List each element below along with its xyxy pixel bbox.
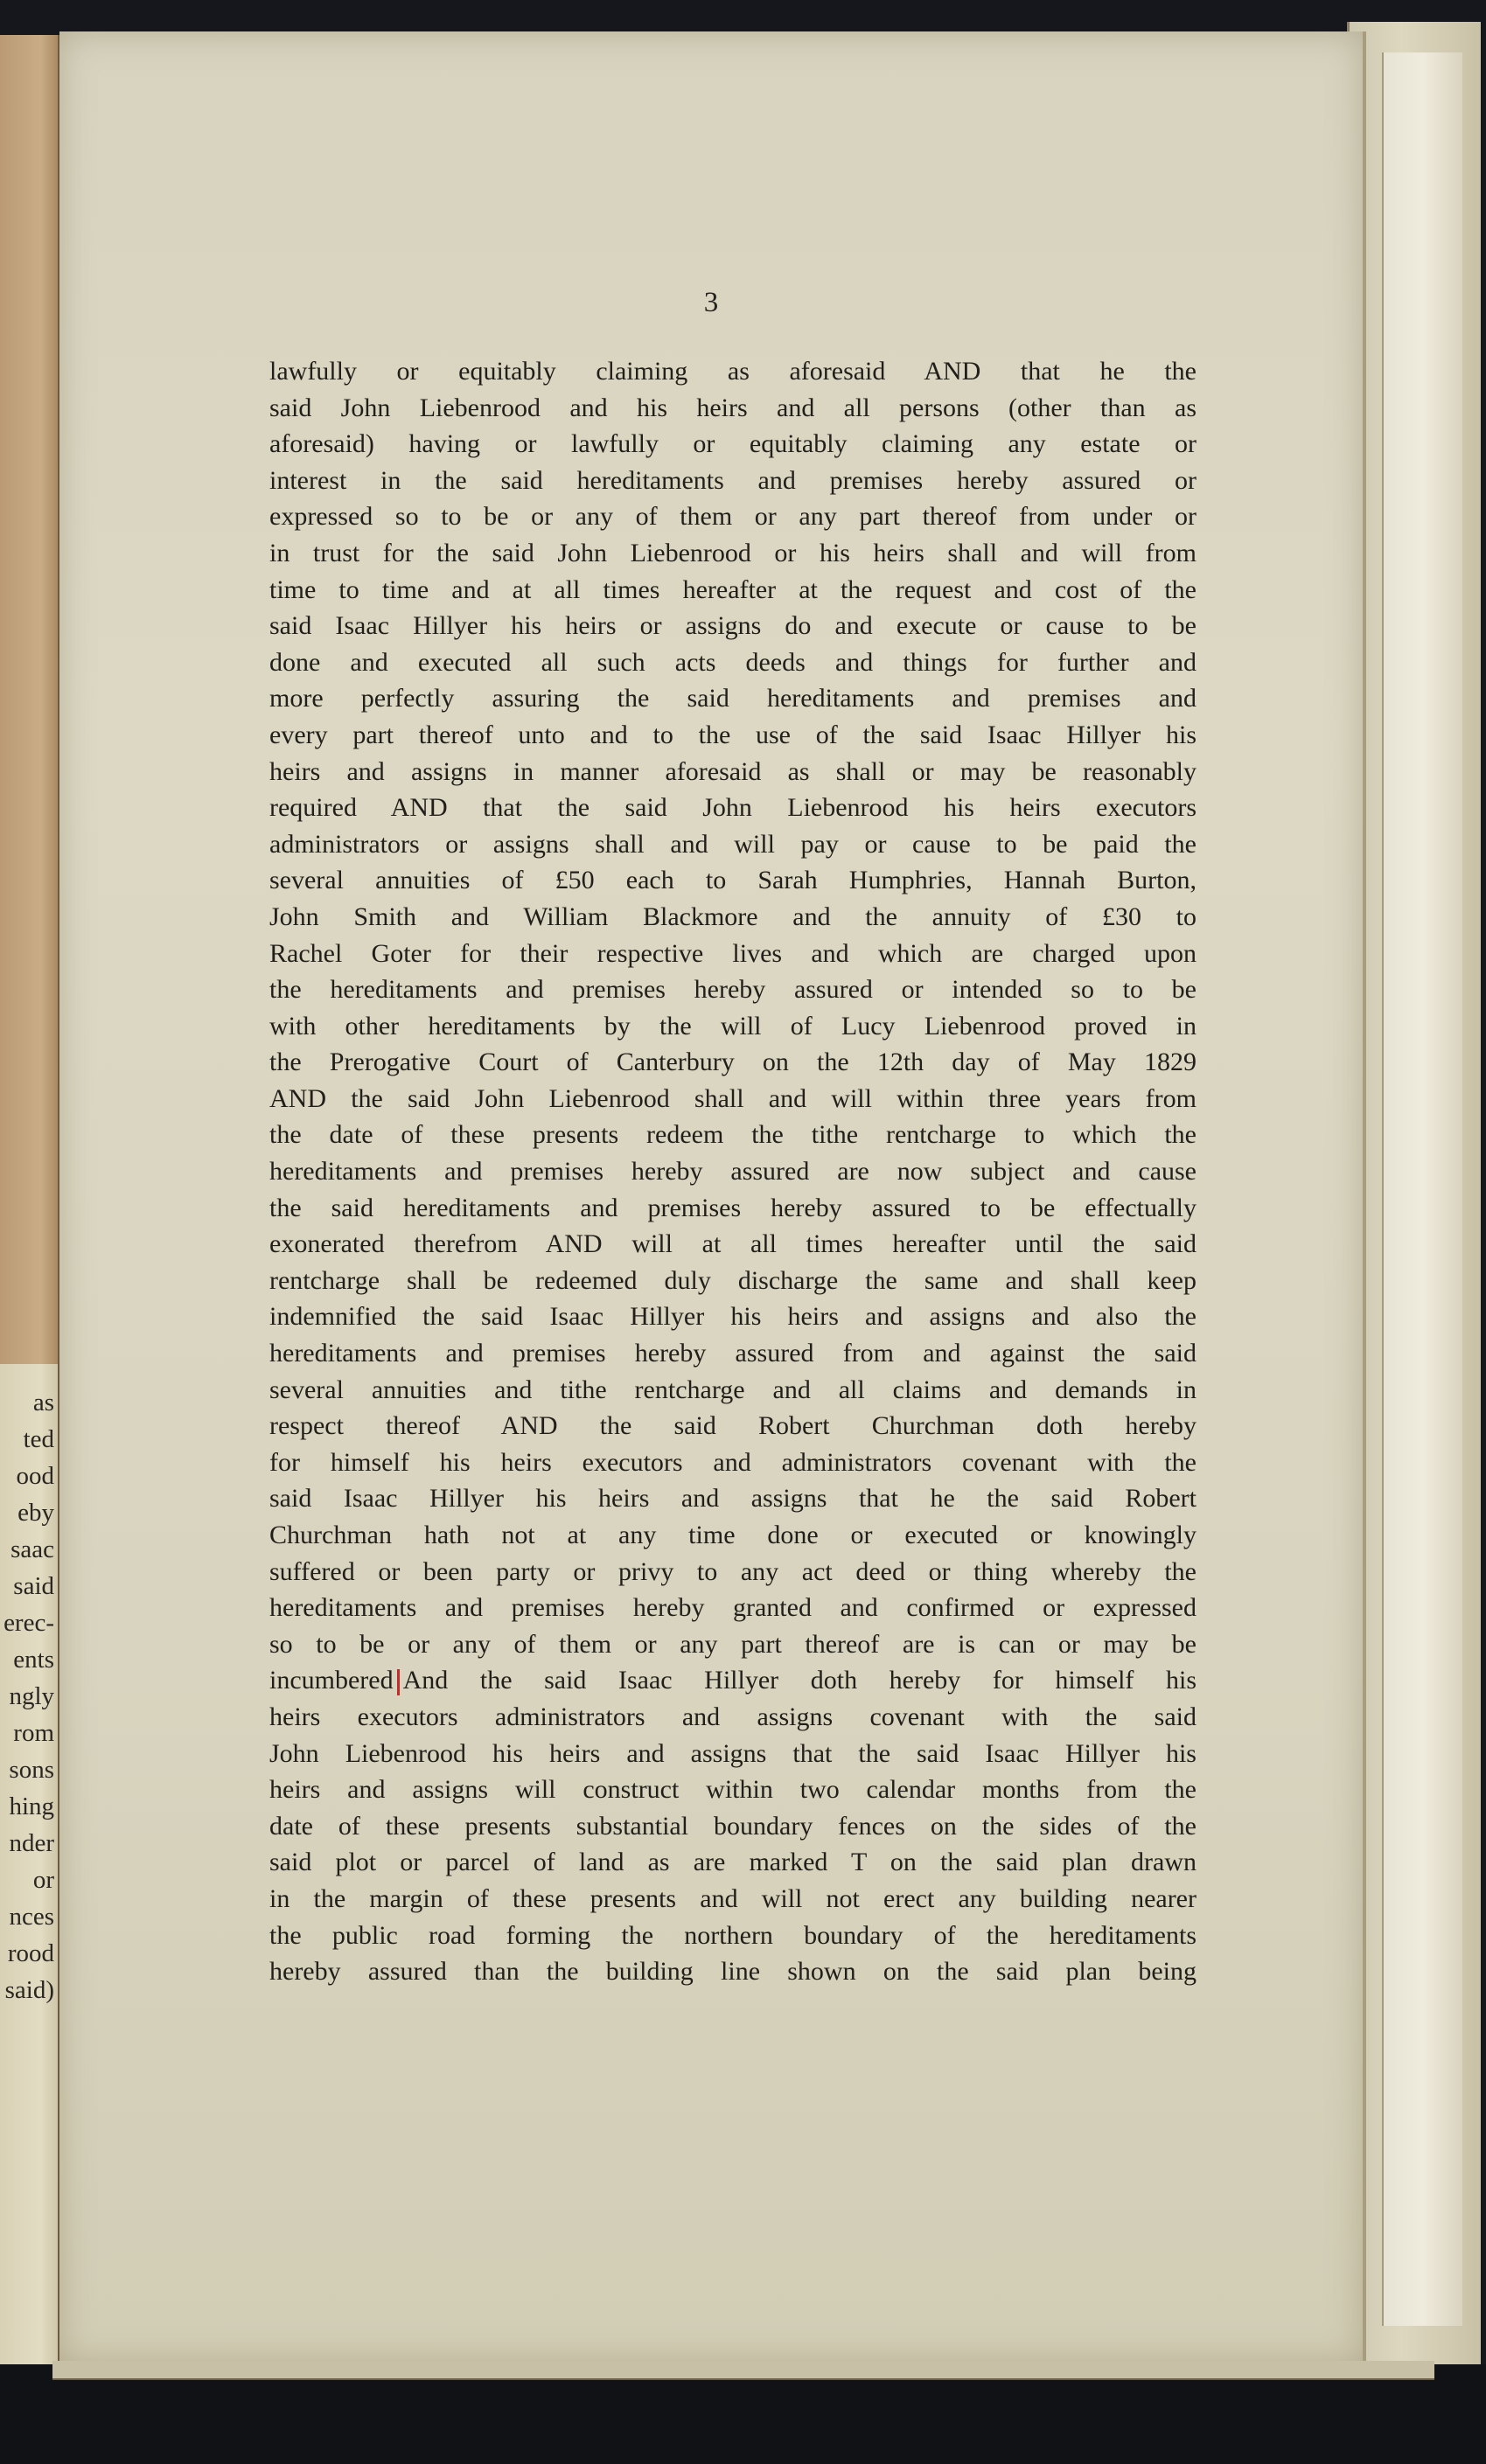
text-line: hereditaments and premises hereby assured are now subject and cause <box>269 1157 1196 1187</box>
stacked-sheet-edge-inner <box>1382 52 1462 2326</box>
text-line: the hereditaments and premises hereby assured or intended so to be <box>269 975 1196 1005</box>
text-line: for himself his heirs executors and administrators covenant with the <box>269 1447 1196 1477</box>
prev-fragment: ents <box>13 1646 54 1674</box>
prev-fragment: rom <box>13 1719 54 1747</box>
prev-fragment: rood <box>7 1939 54 1967</box>
prev-fragment: nder <box>9 1829 54 1857</box>
deed-body-text <box>269 353 1196 1990</box>
text-line: heirs executors administrators and assigns covenant with the said <box>269 1702 1196 1731</box>
prev-fragment: ted <box>23 1425 54 1453</box>
text-line: in the margin of these presents and will not erect any building nearer <box>269 1883 1196 1913</box>
prev-fragment: ood <box>16 1462 54 1490</box>
text-line: suffered or been party or privy to any act deed or thing whereby the <box>269 1556 1196 1586</box>
text-line: interest in the said hereditaments and premises hereby assured or <box>269 465 1196 495</box>
text-line: several annuities of £50 each to Sarah Humphries, Hannah Burton, <box>269 866 1196 895</box>
prev-fragment: erec- <box>3 1609 54 1637</box>
document-page <box>59 31 1366 2364</box>
prev-fragment: said <box>13 1572 54 1600</box>
text-line: said Isaac Hillyer his heirs and assigns that he the said Robert <box>269 1484 1196 1514</box>
text-line: the public road forming the northern boundary of the hereditaments <box>269 1920 1196 1950</box>
text-line: rentcharge shall be redeemed duly discharge the same and shall keep <box>269 1265 1196 1295</box>
text-line: AND the said John Liebenrood shall and will within three years from <box>269 1083 1196 1113</box>
page-stack-bottom-edge <box>52 2361 1434 2380</box>
text-line: the date of these presents redeem the tithe rentcharge to which the <box>269 1120 1196 1150</box>
text-line: time to time and at all times hereafter at the request and cost of the <box>269 574 1196 604</box>
text-line: heirs and assigns in manner aforesaid as shall or may be reasonably <box>269 756 1196 786</box>
text-line: John Liebenrood his heirs and assigns that the said Isaac Hillyer his <box>269 1738 1196 1768</box>
text-line-incumbered <box>269 1662 1196 1699</box>
prev-fragment: hing <box>9 1792 54 1820</box>
prev-fragment: eby <box>17 1499 54 1527</box>
text-line: the Prerogative Court of Canterbury on the 12th day of May 1829 <box>269 1048 1196 1077</box>
prev-fragment: ngly <box>9 1682 54 1710</box>
text-line: hereditaments and premises hereby assured from and against the said <box>269 1339 1196 1368</box>
text-line: hereditaments and premises hereby granted and confirmed or expressed <box>269 1593 1196 1623</box>
text-line: respect thereof AND the said Robert Churchman doth hereby <box>269 1411 1196 1441</box>
prev-fragment: sons <box>9 1756 54 1784</box>
text-line: in trust for the said John Liebenrood or his heirs shall and will from <box>269 538 1196 567</box>
prev-fragment: said) <box>4 1976 54 2004</box>
prev-fragment: saac <box>10 1535 54 1563</box>
text-line: Rachel Goter for their respective lives and which are charged upon <box>269 938 1196 968</box>
text-line: required AND that the said John Liebenrood his heirs executors <box>269 793 1196 823</box>
page-number: 3 <box>703 287 719 318</box>
text-line: the said hereditaments and premises hereby assured to be effectually <box>269 1193 1196 1222</box>
text-line: John Smith and William Blackmore and the annuity of £30 to <box>269 901 1196 931</box>
previous-page-text-fragments <box>0 1384 54 2008</box>
text-line: with other hereditaments by the will of Lucy Liebenrood proved in <box>269 1011 1196 1041</box>
prev-fragment: or <box>32 1866 54 1894</box>
text-line: every part thereof unto and to the use of the said Isaac Hillyer his <box>269 720 1196 749</box>
text-line: administrators or assigns shall and will pay or cause to be paid the <box>269 829 1196 859</box>
text-line: exonerated therefrom AND will at all times hereafter until the said <box>269 1229 1196 1259</box>
text-line: hereby assured than the building line shown on the said plan being <box>269 1957 1196 1987</box>
text-line: so to be or any of them or any part thereof are is can or may be <box>269 1629 1196 1659</box>
red-ink-mark <box>397 1669 400 1695</box>
text-line: indemnified the said Isaac Hillyer his heirs and assigns and also the <box>269 1302 1196 1332</box>
text-line: expressed so to be or any of them or any part thereof from under or <box>269 502 1196 532</box>
text-line: heirs and assigns will construct within two calendar months from the <box>269 1775 1196 1805</box>
text-line-head: incumbered <box>269 1666 394 1695</box>
text-line-tail: And the said Isaac Hillyer doth hereby for himself his <box>402 1666 1196 1695</box>
text-line: more perfectly assuring the said hereditaments and premises and <box>269 684 1196 713</box>
text-line: several annuities and tithe rentcharge and all claims and demands in <box>269 1375 1196 1404</box>
prev-fragment: as <box>32 1389 54 1416</box>
text-line: date of these presents substantial boundary fences on the sides of the <box>269 1811 1196 1841</box>
prev-fragment: nces <box>9 1903 54 1931</box>
text-line: said plot or parcel of land as are marked T on the said plan drawn <box>269 1848 1196 1877</box>
text-line: done and executed all such acts deeds and things for further and <box>269 647 1196 677</box>
text-line: Churchman hath not at any time done or executed or knowingly <box>269 1521 1196 1549</box>
text-line: aforesaid) having or lawfully or equitably claiming any estate or <box>269 429 1196 459</box>
text-line: said Isaac Hillyer his heirs or assigns do and execute or cause to be <box>269 611 1196 641</box>
text-line: said John Liebenrood and his heirs and all persons (other than as <box>269 393 1196 422</box>
text-line: lawfully or equitably claiming as aforesaid AND that he the <box>269 357 1196 386</box>
